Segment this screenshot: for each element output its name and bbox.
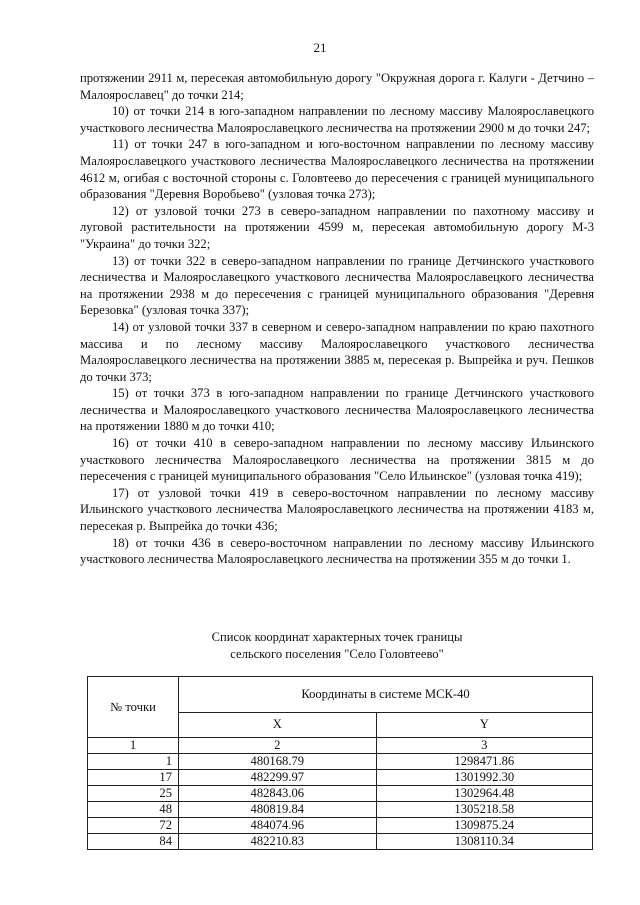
index-cell: 1	[88, 738, 179, 754]
paragraph: 11) от точки 247 в юго-западном и юго-восточном направлении по лесному массиву Малоярославецкого участкового лесничества Малоярославецкого лесничества на протяжении 4612 м, огибая с восточной стороны с. Головтеево до пересечения с границей муниципального образования "Деревня Воробьево" (узловая точка 273);	[80, 137, 594, 202]
y-cell: 1308110.34	[376, 834, 592, 850]
y-cell: 1302964.48	[376, 786, 592, 802]
table-index-row	[88, 738, 593, 754]
point-number-cell: 84	[88, 834, 179, 850]
table-title	[80, 629, 594, 662]
x-cell: 480819.84	[179, 802, 377, 818]
table-row	[88, 818, 593, 834]
table-header-row	[88, 677, 593, 713]
table-row	[88, 802, 593, 818]
page-number: 21	[313, 40, 327, 55]
point-number-cell: 25	[88, 786, 179, 802]
body-text	[80, 70, 594, 568]
paragraph: 18) от точки 436 в северо-восточном направлении по лесному массиву Ильинского участкового лесничества Малоярославецкого лесничества на протяжении 355 м до точки 1.	[80, 535, 594, 567]
index-cell: 3	[376, 738, 592, 754]
header-point-number: № точки	[88, 677, 179, 738]
paragraph: 10) от точки 214 в юго-западном направлении по лесному массиву Малоярославецкого участкового лесничества Малоярославецкого лесничества на протяжении 2900 м до точки 247;	[80, 104, 594, 135]
y-cell: 1305218.58	[376, 802, 592, 818]
point-number-cell: 17	[88, 770, 179, 786]
header-x: X	[179, 712, 377, 737]
table-row	[88, 786, 593, 802]
header-y: Y	[376, 712, 592, 737]
y-cell: 1301992.30	[376, 770, 592, 786]
table-title-line: Список координат характерных точек границы	[211, 630, 463, 644]
table-title-line: сельского поселения "Село Головтеево"	[230, 646, 444, 661]
coordinates-table	[87, 676, 593, 850]
table-row	[88, 754, 593, 770]
point-number-cell: 48	[88, 802, 179, 818]
x-cell: 482843.06	[179, 786, 377, 802]
point-number-cell: 72	[88, 818, 179, 834]
paragraph: 16) от точки 410 в северо-западном направлении по лесному массиву Ильинского участкового лесничества Малоярославецкого лесничества на протяжении 3815 м до пересечения с границей муниципального образования "Село Ильинское" (узловая точка 419);	[80, 436, 594, 484]
paragraph: 13) от точки 322 в северо-западном направлении по границе Детчинского участкового лесничества и Малоярославецкого участкового лесничества Малоярославецкого лесничества на протяжении 2938 м до пересечения с границей муниципального образования "Деревня Березовка" (узловая точка 337);	[80, 253, 594, 318]
y-cell: 1298471.86	[376, 754, 592, 770]
paragraph: 12) от узловой точки 273 в северо-западном направлении по пахотному массиву и луговой растительности на протяжении 4599 м, пересекая автомобильную дорогу М-3 "Украина" до точки 322;	[80, 203, 594, 251]
x-cell: 480168.79	[179, 754, 377, 770]
paragraph: 17) от узловой точки 419 в северо-восточном направлении по лесному массиву Ильинского участкового лесничества Малоярославецкого лесничества на протяжении 4183 м, пересекая р. Выпрейка до точки 436;	[80, 485, 594, 534]
x-cell: 484074.96	[179, 818, 377, 834]
table-row	[88, 834, 593, 850]
y-cell: 1309875.24	[376, 818, 592, 834]
index-cell: 2	[179, 738, 377, 754]
x-cell: 482210.83	[179, 834, 377, 850]
x-cell: 482299.97	[179, 770, 377, 786]
point-number-cell: 1	[88, 754, 179, 770]
paragraph: 14) от узловой точки 337 в северном и северо-западном направлении по краю пахотного массива и по лесному массиву Малоярославецкого участкового лесничества Малоярославецкого лесничества на протяжении 3885 м, пересекая р. Выпрейка и руч. Пешков до точки 373;	[80, 319, 594, 384]
header-coordinate-system: Координаты в системе МСК-40	[179, 677, 593, 713]
table-row	[88, 770, 593, 786]
paragraph: протяжении 2911 м, пересекая автомобильную дорогу "Окружная дорога г. Калуги - Детчино – Малоярославец" до точки 214;	[80, 71, 594, 102]
paragraph: 15) от точки 373 в юго-западном направлении по границе Детчинского участкового лесничества и Малоярославецкого участкового лесничества Малоярославецкого лесничества на протяжении 1880 м до точки 410;	[80, 386, 594, 434]
